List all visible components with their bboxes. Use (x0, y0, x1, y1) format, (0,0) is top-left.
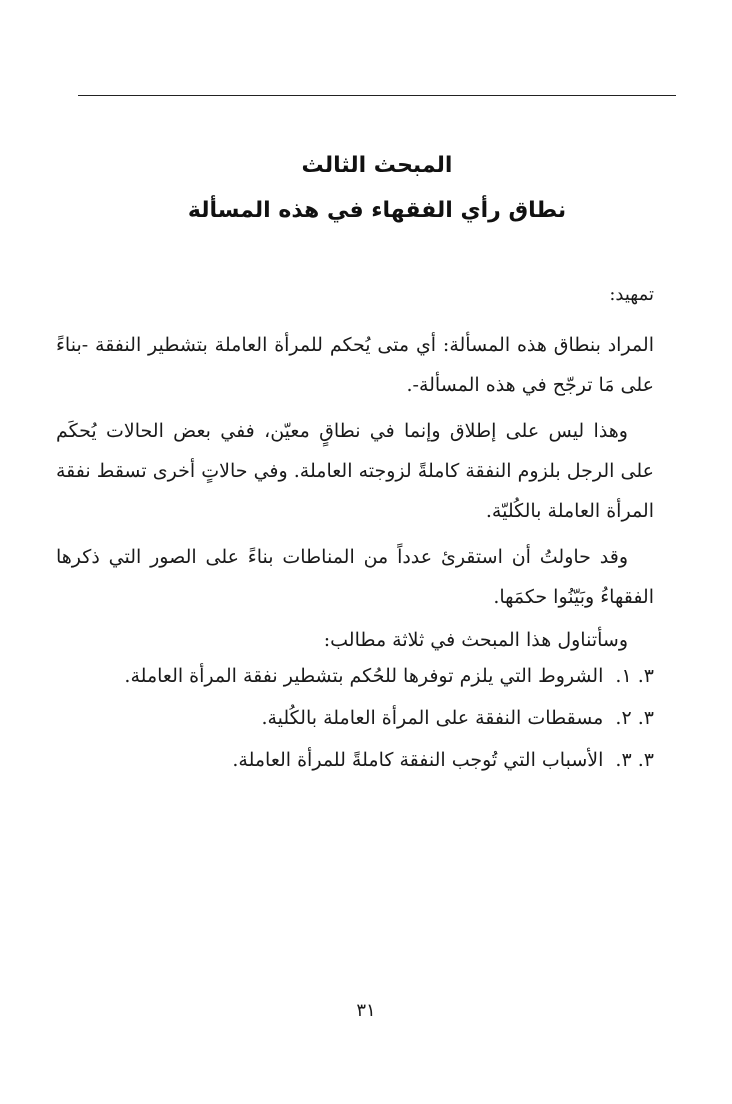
list-item (56, 698, 654, 738)
paragraph-cases: وهذا ليس على إطلاق وإنما في نطاقٍ معيّن، ففي بعض الحالات يُحكَم على الرجل بلزوم النفقة كاملةً لزوجته العاملة. وفي حالاتٍ أخرى تسقط نفقة المرأة العاملة بالكُليّة. (56, 420, 654, 522)
list-item (56, 740, 654, 780)
page-number: ٣١ (356, 1000, 376, 1021)
subsection-list (56, 656, 654, 782)
list-item (56, 656, 654, 696)
header-rule (78, 95, 676, 96)
list-item-number: ٣. ٣. (615, 749, 654, 771)
paragraph-scope: المراد بنطاق هذه المسألة: أي متى يُحكم للمرأة العاملة بتشطير النفقة -بناءً على مَا ترجّح في هذه المسألة-. (56, 334, 654, 396)
list-item-number: ٣. ١. (615, 665, 654, 687)
list-item-text: مسقطات النفقة على المرأة العاملة بالكُلية. (261, 707, 604, 729)
paragraph-plan: وسأتناول هذا المبحث في ثلاثة مطالب: (323, 629, 628, 651)
section-heading: المبحث الثالث (301, 153, 453, 178)
list-item-number: ٣. ٢. (615, 707, 654, 729)
list-item-text: الشروط التي يلزم توفرها للحُكم بتشطير نفقة المرأة العاملة. (124, 665, 604, 687)
list-item-text: الأسباب التي تُوجب النفقة كاملةً للمرأة العاملة. (232, 749, 604, 771)
paragraph-induction: وقد حاولتُ أن استقرئ عدداً من المناطات بناءً على الصور التي ذكرها الفقهاءُ وبَيّنُوا حكمَها. (56, 546, 654, 608)
intro-label: تمهيد: (609, 284, 654, 305)
section-title: نطاق رأي الفقهاء في هذه المسألة (187, 198, 567, 223)
